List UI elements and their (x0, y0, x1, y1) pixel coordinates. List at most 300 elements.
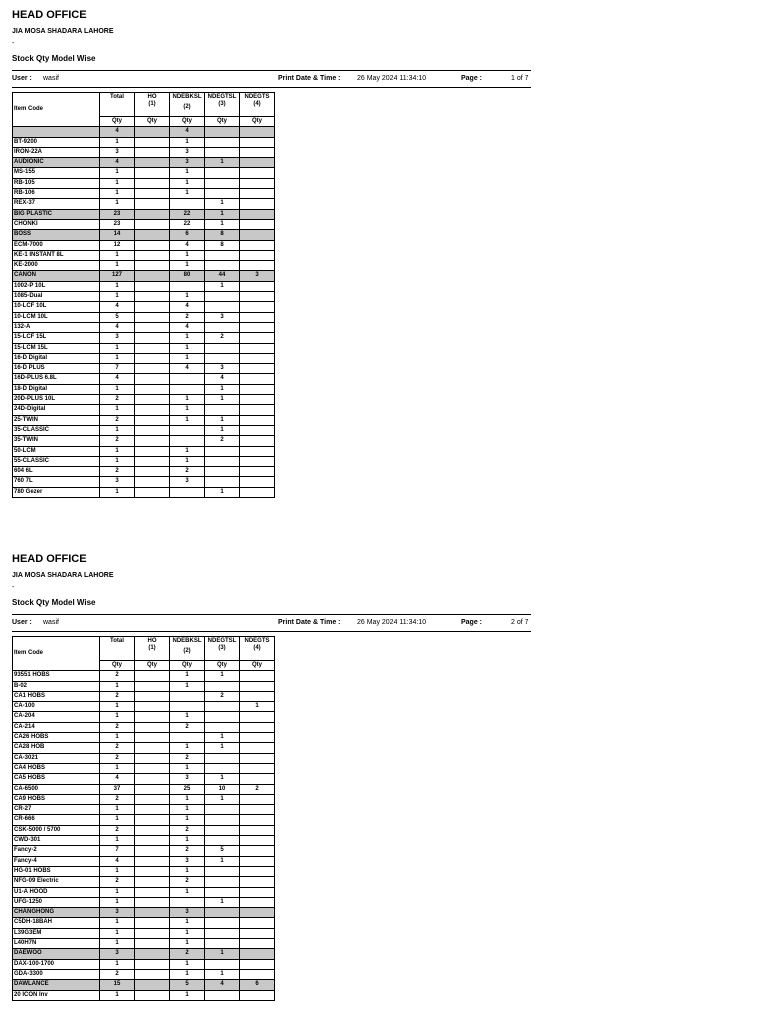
item-code-cell: 20 ICON Inv (13, 990, 100, 1000)
qty-cell: 2 (170, 877, 205, 887)
qty-cell: 2 (240, 784, 275, 794)
qty-unit-header: Qty (205, 117, 240, 127)
table-row (13, 312, 275, 322)
qty-cell (240, 333, 275, 343)
table-row (13, 825, 275, 835)
qty-cell: 8 (205, 230, 240, 240)
qty-cell: 1 (170, 250, 205, 260)
qty-cell: 1 (205, 733, 240, 743)
table-row (13, 250, 275, 260)
user-value: wasif (43, 619, 59, 626)
qty-cell: 2 (170, 753, 205, 763)
qty-cell: 8 (205, 240, 240, 250)
qty-cell (135, 364, 170, 374)
item-code-cell: CA-3021 (13, 753, 100, 763)
header-rule-bottom (12, 631, 531, 632)
qty-unit-header: Qty (240, 117, 275, 127)
qty-cell (205, 959, 240, 969)
qty-cell (205, 908, 240, 918)
qty-cell: 1 (100, 990, 135, 1000)
qty-cell (170, 374, 205, 384)
item-code-cell: 55-CLASSIC (13, 456, 100, 466)
qty-cell (240, 302, 275, 312)
column-header-name: NDEGTSL (207, 94, 237, 100)
qty-cell (135, 743, 170, 753)
qty-cell: 4 (100, 374, 135, 384)
qty-cell: 3 (100, 147, 135, 157)
qty-cell: 3 (100, 949, 135, 959)
table-row (13, 322, 275, 332)
group-row (13, 271, 275, 281)
qty-cell (240, 805, 275, 815)
qty-cell (240, 199, 275, 209)
qty-cell: 10 (205, 784, 240, 794)
qty-cell (135, 405, 170, 415)
qty-cell: 1 (205, 415, 240, 425)
item-code-cell: 10-LCF 10L (13, 302, 100, 312)
qty-cell: 12 (100, 240, 135, 250)
qty-cell: 23 (100, 209, 135, 219)
table-row (13, 456, 275, 466)
qty-cell (135, 774, 170, 784)
table-row (13, 794, 275, 804)
item-code-cell: CHANGHONG (13, 908, 100, 918)
item-code-cell: CA26 HOBS (13, 733, 100, 743)
group-row (13, 127, 275, 137)
report-title: HEAD OFFICE (12, 9, 87, 21)
qty-cell: 1 (170, 671, 205, 681)
qty-cell (240, 856, 275, 866)
qty-cell (135, 763, 170, 773)
item-code-cell: DAEWOO (13, 949, 100, 959)
column-header (205, 637, 240, 661)
qty-cell: 3 (170, 147, 205, 157)
qty-cell (240, 959, 275, 969)
qty-cell (240, 446, 275, 456)
qty-cell: 1 (170, 415, 205, 425)
qty-cell (205, 446, 240, 456)
table-row (13, 240, 275, 250)
qty-cell: 2 (100, 722, 135, 732)
qty-cell (135, 897, 170, 907)
qty-cell (240, 866, 275, 876)
qty-cell (135, 302, 170, 312)
table-row (13, 846, 275, 856)
qty-cell: 1 (100, 261, 135, 271)
qty-cell (135, 178, 170, 188)
qty-cell (205, 467, 240, 477)
column-header-name: HO (147, 94, 157, 100)
report-page-2 (12, 552, 532, 1001)
qty-cell: 1 (100, 897, 135, 907)
qty-cell (205, 928, 240, 938)
print-datetime-label: Print Date & Time : (278, 619, 341, 626)
qty-cell (205, 805, 240, 815)
qty-cell: 1 (100, 405, 135, 415)
qty-unit-header: Qty (135, 117, 170, 127)
qty-cell (205, 147, 240, 157)
qty-cell: 7 (100, 846, 135, 856)
qty-cell: 1 (170, 405, 205, 415)
qty-cell: 1 (205, 199, 240, 209)
item-code-cell: BOSS (13, 230, 100, 240)
qty-cell (205, 405, 240, 415)
qty-cell: 1 (170, 836, 205, 846)
user-label: User : (12, 75, 32, 82)
qty-cell: 1 (170, 969, 205, 979)
qty-cell (240, 487, 275, 497)
qty-cell (135, 343, 170, 353)
qty-cell (205, 343, 240, 353)
qty-cell: 3 (170, 158, 205, 168)
table-row (13, 866, 275, 876)
qty-cell: 2 (205, 333, 240, 343)
qty-cell: 2 (170, 949, 205, 959)
qty-cell (240, 918, 275, 928)
item-code-cell: 16D-PLUS 6.8L (13, 374, 100, 384)
qty-cell: 22 (170, 209, 205, 219)
table-row (13, 168, 275, 178)
item-code-cell: CA28 HOB (13, 743, 100, 753)
qty-cell: 1 (100, 178, 135, 188)
qty-cell (135, 168, 170, 178)
qty-cell (135, 487, 170, 497)
column-header-name: HO (147, 638, 157, 644)
qty-cell (240, 877, 275, 887)
qty-cell: 2 (100, 467, 135, 477)
qty-cell (205, 825, 240, 835)
item-code-cell: 93551 HOBS (13, 671, 100, 681)
qty-cell: 1 (170, 189, 205, 199)
item-code-cell: Fancy-4 (13, 856, 100, 866)
table-row (13, 753, 275, 763)
qty-cell (205, 990, 240, 1000)
table-row (13, 774, 275, 784)
qty-cell: 4 (170, 240, 205, 250)
qty-cell (205, 702, 240, 712)
column-header-index: (1) (148, 101, 156, 107)
qty-cell: 44 (205, 271, 240, 281)
qty-cell (205, 753, 240, 763)
group-row (13, 980, 275, 990)
qty-cell: 4 (100, 856, 135, 866)
qty-cell (135, 230, 170, 240)
qty-cell (135, 199, 170, 209)
qty-cell: 1 (205, 743, 240, 753)
qty-cell: 4 (100, 158, 135, 168)
column-header-name: NDEGTS (244, 638, 270, 644)
qty-cell (205, 250, 240, 260)
qty-cell: 3 (100, 333, 135, 343)
qty-cell: 1 (170, 805, 205, 815)
print-datetime-label: Print Date & Time : (278, 75, 341, 82)
qty-cell (205, 712, 240, 722)
column-header-name: NDEBKSL (172, 94, 202, 100)
table-row (13, 374, 275, 384)
item-code-cell: 50-LCM (13, 446, 100, 456)
qty-cell: 2 (170, 846, 205, 856)
table-row (13, 436, 275, 446)
stock-table (12, 636, 275, 1001)
qty-cell: 2 (100, 825, 135, 835)
user-label: User : (12, 619, 32, 626)
qty-cell (240, 425, 275, 435)
item-code-cell: 35-TWIN (13, 436, 100, 446)
qty-cell (205, 178, 240, 188)
qty-cell: 1 (205, 774, 240, 784)
table-row (13, 805, 275, 815)
table-row (13, 333, 275, 343)
qty-cell (135, 908, 170, 918)
item-code-cell: 1085-Dual (13, 292, 100, 302)
table-row (13, 364, 275, 374)
qty-cell: 4 (170, 364, 205, 374)
qty-cell (240, 281, 275, 291)
qty-cell (205, 477, 240, 487)
qty-cell: 1 (205, 158, 240, 168)
qty-cell: 1 (205, 487, 240, 497)
qty-cell (240, 353, 275, 363)
qty-cell: 1 (205, 856, 240, 866)
qty-cell: 1 (170, 343, 205, 353)
item-code-cell: KE-1 INSTANT 8L (13, 250, 100, 260)
qty-cell (240, 681, 275, 691)
column-header-index: (2) (183, 648, 191, 654)
qty-cell (135, 137, 170, 147)
group-row (13, 158, 275, 168)
qty-cell: 7 (100, 364, 135, 374)
qty-cell: 1 (170, 446, 205, 456)
item-code-cell: BIG PLASTIC (13, 209, 100, 219)
item-code-cell: CA-6500 (13, 784, 100, 794)
qty-cell: 1 (205, 395, 240, 405)
qty-cell: 1 (205, 897, 240, 907)
qty-cell: 1 (100, 353, 135, 363)
qty-cell: 1 (170, 939, 205, 949)
qty-cell: 1 (170, 353, 205, 363)
qty-cell (135, 250, 170, 260)
qty-cell: 1 (205, 384, 240, 394)
qty-cell (135, 712, 170, 722)
qty-cell: 1 (170, 866, 205, 876)
qty-cell: 2 (100, 436, 135, 446)
qty-cell: 2 (170, 825, 205, 835)
qty-cell (205, 322, 240, 332)
qty-cell (135, 292, 170, 302)
qty-cell: 4 (100, 322, 135, 332)
qty-cell (205, 866, 240, 876)
group-row (13, 230, 275, 240)
qty-cell (135, 939, 170, 949)
qty-cell (135, 733, 170, 743)
qty-cell (135, 959, 170, 969)
column-header (135, 93, 170, 117)
qty-cell (135, 415, 170, 425)
qty-cell (240, 887, 275, 897)
qty-cell: 2 (100, 877, 135, 887)
qty-cell (135, 866, 170, 876)
column-header (170, 93, 205, 117)
qty-cell: 4 (170, 302, 205, 312)
qty-cell: 3 (170, 477, 205, 487)
item-code-cell: CSK-5000 / 5700 (13, 825, 100, 835)
qty-cell (205, 137, 240, 147)
qty-cell: 3 (205, 312, 240, 322)
qty-cell: 2 (100, 671, 135, 681)
qty-cell: 1 (205, 281, 240, 291)
item-code-header: Item Code (13, 93, 100, 127)
item-code-cell: 20D-PLUS 10L (13, 395, 100, 405)
qty-cell (135, 219, 170, 229)
qty-cell: 3 (170, 908, 205, 918)
qty-cell (240, 743, 275, 753)
qty-cell: 1 (100, 446, 135, 456)
qty-cell (240, 322, 275, 332)
report-subtitle: Stock Qty Model Wise (12, 598, 96, 607)
user-value: wasif (43, 75, 59, 82)
item-code-cell: CR-27 (13, 805, 100, 815)
qty-unit-header: Qty (135, 661, 170, 671)
page-number: 1 of 7 (511, 75, 529, 82)
qty-cell (135, 815, 170, 825)
column-header-index: (3) (218, 645, 226, 651)
item-code-cell: CA9 HOBS (13, 794, 100, 804)
column-header (100, 93, 135, 117)
item-code-header: Item Code (13, 637, 100, 671)
item-code-cell: HG-01 HOBS (13, 866, 100, 876)
column-header-index: (1) (148, 645, 156, 651)
column-header-name: NDEGTS (244, 94, 270, 100)
qty-cell (240, 722, 275, 732)
qty-cell (240, 261, 275, 271)
qty-cell: 1 (100, 487, 135, 497)
header-rule-bottom (12, 87, 531, 88)
qty-cell: 1 (100, 681, 135, 691)
qty-cell: 1 (170, 292, 205, 302)
table-row (13, 815, 275, 825)
report-page-1 (12, 8, 532, 498)
item-code-cell: REX-37 (13, 199, 100, 209)
table-row (13, 178, 275, 188)
qty-cell (205, 681, 240, 691)
qty-cell: 1 (170, 990, 205, 1000)
table-row (13, 918, 275, 928)
qty-cell: 1 (100, 456, 135, 466)
qty-cell: 37 (100, 784, 135, 794)
column-header-index: (2) (183, 104, 191, 110)
table-row (13, 733, 275, 743)
item-code-cell: CHONKI (13, 219, 100, 229)
qty-cell (205, 815, 240, 825)
qty-cell (240, 825, 275, 835)
qty-cell (135, 467, 170, 477)
column-header-name: NDEGTSL (207, 638, 237, 644)
company-dash: - (12, 584, 15, 591)
item-code-cell: 132-A (13, 322, 100, 332)
table-row (13, 763, 275, 773)
qty-unit-header: Qty (240, 661, 275, 671)
item-code-cell: IRON-22A (13, 147, 100, 157)
qty-cell (240, 733, 275, 743)
qty-cell (240, 897, 275, 907)
qty-cell (135, 722, 170, 732)
qty-cell: 2 (170, 312, 205, 322)
qty-cell: 1 (205, 219, 240, 229)
item-code-cell: CA-214 (13, 722, 100, 732)
item-code-cell: GDA-3300 (13, 969, 100, 979)
report-subtitle: Stock Qty Model Wise (12, 54, 96, 63)
qty-cell (135, 969, 170, 979)
qty-cell (240, 395, 275, 405)
qty-cell (240, 384, 275, 394)
item-code-cell: 16-D Digital (13, 353, 100, 363)
table-row (13, 959, 275, 969)
qty-cell (205, 456, 240, 466)
table-header-row (13, 93, 275, 117)
qty-cell: 1 (170, 456, 205, 466)
table-row (13, 384, 275, 394)
qty-cell (240, 343, 275, 353)
table-row (13, 691, 275, 701)
qty-cell (135, 671, 170, 681)
table-row (13, 147, 275, 157)
column-header (135, 637, 170, 661)
item-code-cell: CANON (13, 271, 100, 281)
qty-cell: 1 (170, 815, 205, 825)
qty-cell (135, 877, 170, 887)
qty-cell (205, 302, 240, 312)
qty-cell: 1 (170, 395, 205, 405)
qty-cell (135, 691, 170, 701)
item-code-cell: MS-155 (13, 168, 100, 178)
page-number: 2 of 7 (511, 619, 529, 626)
qty-cell: 1 (100, 815, 135, 825)
qty-unit-header: Qty (100, 661, 135, 671)
qty-cell: 1 (170, 928, 205, 938)
qty-cell (135, 856, 170, 866)
qty-cell: 2 (100, 794, 135, 804)
qty-cell (240, 312, 275, 322)
qty-cell: 80 (170, 271, 205, 281)
qty-cell: 1 (170, 887, 205, 897)
qty-cell: 5 (170, 980, 205, 990)
qty-cell: 4 (170, 127, 205, 137)
qty-cell (240, 846, 275, 856)
qty-cell (135, 312, 170, 322)
company-name: JIA MOSA SHADARA LAHORE (12, 572, 114, 579)
table-row (13, 487, 275, 497)
qty-cell: 1 (100, 733, 135, 743)
qty-cell: 4 (100, 774, 135, 784)
qty-cell (135, 322, 170, 332)
qty-cell (205, 939, 240, 949)
qty-cell (240, 928, 275, 938)
qty-cell (205, 292, 240, 302)
qty-cell: 1 (170, 743, 205, 753)
qty-cell: 4 (100, 127, 135, 137)
qty-cell (135, 147, 170, 157)
table-row (13, 990, 275, 1000)
print-datetime-value: 26 May 2024 11:34:10 (357, 75, 427, 82)
qty-cell: 3 (100, 908, 135, 918)
qty-cell (205, 127, 240, 137)
qty-cell (240, 671, 275, 681)
table-row (13, 467, 275, 477)
qty-cell: 2 (100, 395, 135, 405)
table-row (13, 836, 275, 846)
table-row (13, 137, 275, 147)
qty-cell (205, 836, 240, 846)
